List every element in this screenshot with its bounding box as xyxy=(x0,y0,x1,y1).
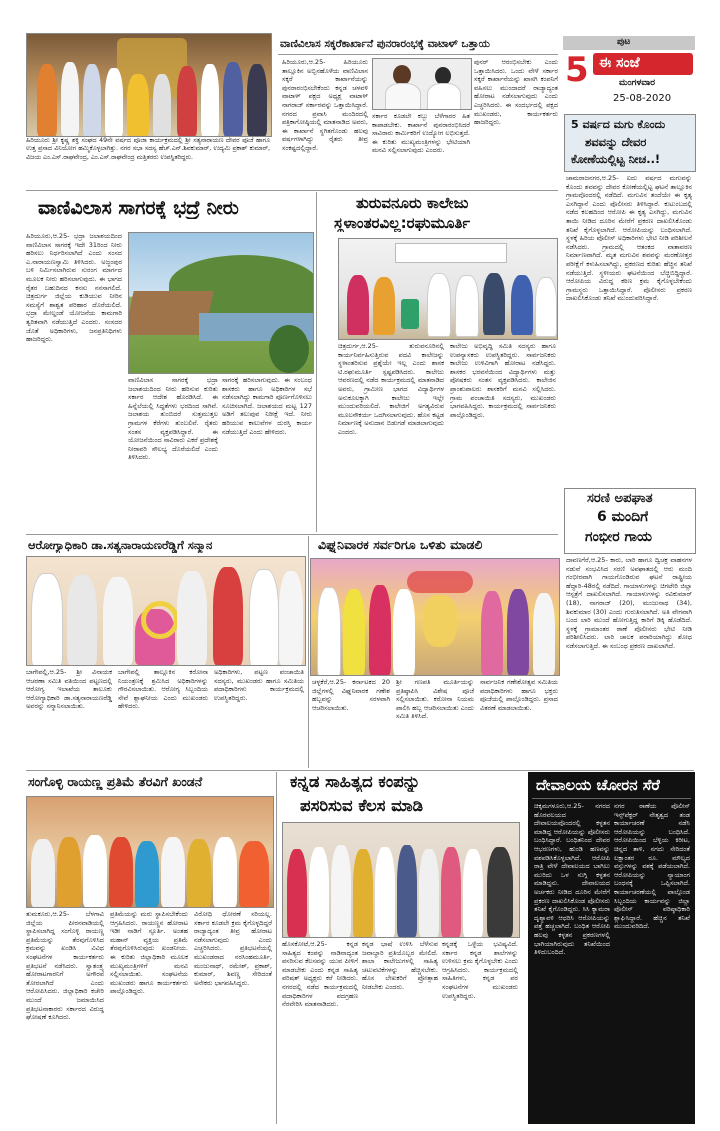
honour-col-2: ಬಾಗೇಪಲ್ಲಿ ತಾಲ್ಲೂಕಿನ ಕರೋನಾ ನಿಯಂತ್ರಣಕ್ಕೆ ಶ್ರಮಿಸಿದ ಅಧಿಕಾರಿಗಳನ್ನು ಗೌರವಿಸಲಾಯಿತು. ಆರೋಗ್ಯ ಸಿಬ್ಬಂದಿಯ ಸೇವೆ ಶ್ಲಾಘನೀಯ ಎಂದು ಮುಖಂಡರು ಹೇಳಿದರು. xyxy=(118,668,208,711)
water-below-col-2: ಸಾಗರಕ್ಕೆ ಹರಿಸಲಾಗುವುದು. ಈ ಸಂಬಂಧ ಶಾಸಕರು ಹಾಗೂ ಅಧಿಕಾರಿಗಳ ಸಭೆ ನಡೆಸಲಾಗಿದ್ದು ಕಾಮಗಾರಿ ಪೂರ್ಣಗೊಳಿಸಲು ಸೂಚಿಸಲಾಗಿದೆ. ಜಲಾಶಯದ ಮಟ್ಟ 127 ಅಡಿಗೆ ತಲುಪುವ ನಿರೀಕ್ಷೆ ಇದೆ. ನೀರು ಹರಿಯುವ ಕಾಲುವೆಗಳ ದುರಸ್ತಿ ಕಾರ್ಯ ನಡೆಯುತ್ತಿದೆ ಎಂದು ಹೇಳಿದರು. xyxy=(222,376,312,436)
honour-col-1: ಬಾಗೇಪಲ್ಲಿ,ಆ.25- ಶ್ರೀ ವಿನಾಯಕ ಆಚರಣಾ ಸಮಿತಿ ವತಿಯಿಂದ ಪಟ್ಟಣದಲ್ಲಿ ಆರೋಗ್ಯ ಇಲಾಖೆಯ ತಾಲೂಕು ಆರೋಗ್ಯಾಧಿಕಾರಿ ಡಾ.ಸತ್ಯನಾರಾಯಣರೆಡ್ಡಿ ಅವರನ್ನು ಸನ್ಮಾನಿಸಲಾಯಿತು. xyxy=(26,668,112,711)
person xyxy=(419,849,439,937)
rayanna-col-1: ತುಮಕೂರು,ಆ.25- ಬೆಳಗಾವಿ ಜಿಲ್ಲೆಯ ಪೀರನವಾಡಿಯಲ್ಲಿ ಸ್ಥಾಪಿಸಲಾಗಿದ್ದ ಸಂಗೊಳ್ಳಿ ರಾಯಣ್ಣ ಪ್ರತಿಮೆಯನ್ನು ತೆರವುಗೊಳಿಸಿದ ಕ್ರಮವನ್ನು ಖಂಡಿಸಿ ವಿವಿಧ ಸಂಘಟನೆಗಳ ಕಾರ್ಯಕರ್ತರು ಪ್ರತಿಭಟನೆ ನಡೆಸಿದರು. ಸ್ವಾತಂತ್ರ್ಯ ಹೋರಾಟಗಾರನಿಗೆ ಅಗೌರವ ತೋರಲಾಗಿದೆ ಎಂದು ಆರೋಪಿಸಿದರು. ಜಿಲ್ಲಾಧಿಕಾರಿ ಕಚೇರಿ ಮುಂದೆ ಜಮಾಯಿಸಿದ ಪ್ರತಿಭಟನಾಕಾರರು ಸರ್ಕಾರದ ವಿರುದ್ಧ ಘೋಷಣೆ ಕೂಗಿದರು. xyxy=(26,910,104,1022)
person xyxy=(533,593,555,675)
headline-water: ವಾಣಿವಿಲಾಸ ಸಾಗರಕ್ಕೆ ಭದ್ರೆ ನೀರು xyxy=(38,197,239,219)
person xyxy=(347,275,369,335)
headline-child-line1: 5 ವರ್ಷದ ಮಗು ಕೊಂದು xyxy=(571,118,666,131)
paper-name: ಈ ಸಂಜೆ xyxy=(599,55,640,71)
person xyxy=(385,83,421,110)
person xyxy=(511,275,533,335)
water-below-col-1: ವಾಣಿವಿಲಾಸ ಸಾಗರಕ್ಕೆ ಭದ್ರಾ ಜಲಾಶಯದಿಂದ ನೀರು ಹರಿಸುವ ಕುರಿತು ಸರ್ಕಾರ ಆದೇಶ ಹೊರಡಿಸಿದೆ. ಈ ಹಿನ್ನೆಲೆಯಲ್ಲಿ ಸಿದ್ಧತೆಗಳು ಭರದಿಂದ ಸಾಗಿವೆ. ಜಲಾಶಯ ತುಂಬಿದರೆ ಸುತ್ತಮುತ್ತಲ ಗ್ರಾಮಗಳ ಕೆರೆಗಳು ತುಂಬಲಿವೆ. ರೈತರು ಸಂತಸ ವ್ಯಕ್ತಪಡಿಸಿದ್ದಾರೆ. ಈ ಯೋಜನೆಯಿಂದ ಸಾವಿರಾರು ಎಕರೆ ಪ್ರದೇಶಕ್ಕೆ ನೀರಾವರಿ ಸೌಲಭ್ಯ ದೊರೆಯಲಿದೆ ಎಂದು ತಿಳಿಸಿದರು. xyxy=(128,376,218,462)
divider xyxy=(278,54,558,55)
photo-caption: ಹಿರಿಯೂರು ಶ್ರೀ ಕೃಷ್ಣ ಶಕ್ತಿ ಸಂಘದ 49ನೇ ವರ್ಷದ ಪೂಜಾ ಕಾರ್ಯಕ್ರಮದಲ್ಲಿ ಶ್ರೀ ಸತ್ಯನಾರಾಯಣ ದೇವರ ಪೂಜೆ ಹಾಗೂ ಉತ್ತ ಪ್ರಸಾದ ವಿನಿಯೋಗ ಹಮ್ಮಿಕೊಳ್ಳಲಾಗಿತ್ತು. ನಗರ ಸಭಾ ಸದಸ್ಯ ಹೆಚ್.ಎನ್.ಶಿವಕುಮಾರ್, ಉದ್ಯಮಿ ಪ್ರಕಾಶ್ ಕುಮಾರ್, ವಿಜಯ ಎಂ.ಎಸ್.ರಾಘವೇಂದ್ರ, ಎಂ.ಎಸ್.ರಾಘವೇಂದ್ರ ಮತ್ತಿತರರು ಉಪಸ್ಥಿತರಿದ್ದರು. xyxy=(26,137,270,161)
person xyxy=(393,589,415,675)
person xyxy=(177,571,207,665)
sugar-col-2: ಸರ್ಕಾರ ಕೂಡಲೇ ಕಬ್ಬು ಬೆಳೆಗಾರರ ಹಿತ ಕಾಪಾಡಬೇಕು. ಕಾರ್ಖಾನೆ ಪುನರಾರಂಭಿಸಿದರೆ ಸಾವಿರಾರು ಕಾರ್ಮಿಕರಿಗೆ ಉದ್ಯೋಗ ಲಭಿಸುತ್ತದೆ. ಈ ಕುರಿತು ಮುಖ್ಯಮಂತ್ರಿಗಳನ್ನು ಭೇಟಿಯಾಗಿ ಮನವಿ ಸಲ್ಲಿಸಲಾಗುವುದು ಎಂದರು. xyxy=(372,112,470,155)
literature-col-1: ಹೊಸಕೋಟೆ,ಆ.25- ಕನ್ನಡ ಸಾಹಿತ್ಯದ ಕಂಪನ್ನು ನಾಡಿನಾದ್ಯಂತ ಪಸರಿಸುವ ಕೆಲಸವನ್ನು ಯುವ ಪೀಳಿಗೆ ಮಾಡಬೇಕು ಎಂದು ಕನ್ನಡ ಸಾಹಿತ್ಯ ಪರಿಷತ್ ಅಧ್ಯಕ್ಷರು ಕರೆ ನೀಡಿದರು. ನಗರದಲ್ಲಿ ನಡೆದ ಕಾರ್ಯಕ್ರಮದಲ್ಲಿ ಪದಾಧಿಕಾರಿಗಳ ಪದಗ್ರಹಣ ನೆರವೇರಿಸಿ ಮಾತನಾಡಿದರು. xyxy=(282,940,358,1009)
person xyxy=(397,845,417,937)
ganesha-col-1: ಚಳ್ಳಕೆರೆ,ಆ.25- ಕರ್ನಾಟಕದ 20 ಜಿಲ್ಲೆಗಳಲ್ಲಿ ವಿಘ್ನನಿವಾರಕ ಗಣೇಶ ಹಬ್ಬವನ್ನು ಸರಳವಾಗಿ ಆಚರಿಸಲಾಯಿತು. xyxy=(312,678,390,712)
person xyxy=(353,849,373,937)
person xyxy=(287,849,307,937)
person xyxy=(279,571,303,665)
person xyxy=(239,841,269,907)
person xyxy=(369,585,391,675)
garland xyxy=(141,601,179,639)
literature-col-3: ಕನ್ನಡಕ್ಕೆ ಒಳ್ಳೆಯ ಭವಿಷ್ಯವಿದೆ. ಸರ್ಕಾರ ಕನ್ನಡ ಶಾಲೆಗಳನ್ನು ಉಳಿಸಲು ಕ್ರಮ ಕೈಗೊಳ್ಳಬೇಕು ಎಂದು ಆಗ್ರಹಿಸಿದರು. ಕಾರ್ಯಕ್ರಮದಲ್ಲಿ ಸಾಹಿತಿಗಳು, ಕನ್ನಡ ಪರ ಸಂಘಟನೆಗಳ ಮುಖಂಡರು ಉಪಸ್ಥಿತರಿದ್ದರು. xyxy=(442,940,518,1000)
page-label-bar xyxy=(563,36,695,50)
photo-honour xyxy=(26,556,306,666)
person xyxy=(463,849,483,937)
headline-literature-line2: ಪಸರಿಸುವ ಕೆಲಸ ಮಾಡಿ xyxy=(300,796,424,815)
photo-literature-event xyxy=(282,822,520,938)
person xyxy=(375,847,395,937)
person xyxy=(201,64,219,136)
sugar-col-3: ಪುನರ್ ಆರಂಭಿಸಬೇಕು ಎಂದು ಒತ್ತಾಯಿಸಿದರು. ಒಂದು ವೇಳೆ ಸರ್ಕಾರ ಸಕ್ಕರೆ ಕಾರ್ಖಾನೆಯನ್ನು ಖಾಸಗಿ ಕಂಪನಿಗೆ ವಹಿಸಲು ಮುಂದಾದರೆ ರಾಜ್ಯಾದ್ಯಂತ ಹೋರಾಟ ನಡೆಸಲಾಗುವುದು ಎಂದು ಎಚ್ಚರಿಸಿದರು. ಈ ಸಂದರ್ಭದಲ್ಲಿ ಪಕ್ಷದ ಮುಖಂಡರು, ಕಾರ್ಯಕರ್ತರು ಹಾಜರಿದ್ದರು. xyxy=(474,58,558,127)
group-photo-puja xyxy=(26,33,272,137)
person xyxy=(105,68,123,136)
divider xyxy=(26,770,694,771)
photo-reservoir xyxy=(128,232,314,374)
photo-rayanna-protest xyxy=(26,796,274,908)
person xyxy=(535,277,557,337)
divider xyxy=(308,536,309,768)
headline-temple-theft: ದೇವಾಲಯ ಚೋರನ ಸೆರೆ xyxy=(536,776,660,794)
ganesha-idol xyxy=(423,595,457,647)
person xyxy=(61,62,79,136)
person xyxy=(507,589,529,675)
date: 25-08-2020 xyxy=(613,93,672,104)
divider xyxy=(26,190,558,191)
sugar-col-1: ಹಿರಿಯೂರು,ಆ.25- ಹಿರಿಯೂರು ತಾಲ್ಲೂಕಿನ ಅಬ್ಬಿನಹೊಳೆಯ ವಾಣಿವಿಲಾಸ ಸಕ್ಕರೆ ಕಾರ್ಖಾನೆಯನ್ನು ಪುನರಾರಂಭಿಸಬೇಕೆಂದು ಕನ್ನಡ ಚಳವಳಿ ವಾಟಾಳ್ ಪಕ್ಷದ ಅಧ್ಯಕ್ಷ ವಾಟಾಳ್ ನಾಗರಾಜ್ ಸರ್ಕಾರವನ್ನು ಒತ್ತಾಯಿಸಿದ್ದಾರೆ. ನಗರದ ಪ್ರವಾಸಿ ಮಂದಿರದಲ್ಲಿ ಪತ್ರಿಕಾಗೋಷ್ಠಿಯಲ್ಲಿ ಮಾತನಾಡಿದ ಅವರು, ಈ ಕಾರ್ಖಾನೆ ಸ್ಥಗಿತಗೊಂಡು ಹಲವು ವರ್ಷಗಳಾಗಿದ್ದು ರೈತರು ತೀವ್ರ ಸಂಕಷ್ಟದಲ್ಲಿದ್ದಾರೆ. xyxy=(282,58,368,152)
masthead xyxy=(563,36,695,110)
person xyxy=(373,277,395,335)
divider xyxy=(316,192,317,532)
accident-body: ದಾವಣಗೆರೆ,ಆ.25- ಕಾರು, ಲಾರಿ ಹಾಗೂ ದ್ವಿಚಕ್ರ ವಾಹನಗಳ ನಡುವೆ ಸಂಭವಿಸಿದ ಸರಣಿ ಅಪಘಾತದಲ್ಲಿ ಆರು ಮಂದಿ ಗಂಭೀರವಾಗಿ ಗಾಯಗೊಂಡಿರುವ ಘಟನೆ ರಾಷ್ಟ್ರೀಯ ಹೆದ್ದಾರಿ-48ರಲ್ಲಿ ನಡೆದಿದೆ. ಗಾಯಾಳುಗಳನ್ನು ಚಿಗಟೇರಿ ಜಿಲ್ಲಾ ಆಸ್ಪತ್ರೆಗೆ ದಾಖಲಿಸಲಾಗಿದೆ. ಗಾಯಾಳುಗಳನ್ನು ರವಿಕುಮಾರ್ (18), ನಾಗರಾಜ್ (20), ಮಂಜುನಾಥ (34), ಶಿವಕುಮಾರ (30) ಎಂದು ಗುರುತಿಸಲಾಗಿದೆ. ಅತಿ ವೇಗವಾಗಿ ಬಂದ ಲಾರಿ ಮುಂದೆ ಹೋಗುತ್ತಿದ್ದ ಕಾರಿಗೆ ಡಿಕ್ಕಿ ಹೊಡೆದಿದೆ. ಸ್ಥಳಕ್ಕೆ ಗ್ರಾಮಾಂತರ ಠಾಣೆ ಪೊಲೀಸರು ಭೇಟಿ ನೀಡಿ ಪರಿಶೀಲಿಸಿದರು. ಲಾರಿ ಚಾಲಕ ಪರಾರಿಯಾಗಿದ್ದು ಶೋಧ ನಡೆಸಲಾಗುತ್ತಿದೆ. ಈ ಸಂಬಂಧ ಪ್ರಕರಣ ದಾಖಲಾಗಿದೆ. xyxy=(566,556,692,650)
college-col-1: ಚಿತ್ರದುರ್ಗ,ಆ.25- ತುರುವನೂರಿನಲ್ಲಿ ಕಾರ್ಯನಿರ್ವಹಿಸುತ್ತಿರುವ ಪದವಿ ಕಾಲೇಜನ್ನು ಸ್ಥಳಾಂತರಿಸುವ ಪ್ರಶ್ನೆಯೇ ಇಲ್ಲ ಎಂದು ಶಾಸಕ ಟಿ.ರಘುಮೂರ್ತಿ ಸ್ಪಷ್ಟಪಡಿಸಿದರು. ಕಾಲೇಜು ಆವರಣದಲ್ಲಿ ನಡೆದ ಕಾರ್ಯಕ್ರಮದಲ್ಲಿ ಮಾತನಾಡಿದ ಅವರು, ಗ್ರಾಮೀಣ ಭಾಗದ ವಿದ್ಯಾರ್ಥಿಗಳ ಅನುಕೂಲಕ್ಕಾಗಿ ಕಾಲೇಜು ಇಲ್ಲೇ ಮುಂದುವರಿಯಲಿದೆ. ಕಾಲೇಜಿಗೆ ಅಗತ್ಯವಿರುವ ಮೂಲಸೌಕರ್ಯ ಒದಗಿಸಲಾಗುವುದು. ಹೊಸ ಕಟ್ಟಡ ನಿರ್ಮಾಣಕ್ಕೆ ಅನುದಾನ ಬಿಡುಗಡೆ ಮಾಡಲಾಗುವುದು ಎಂದರು. xyxy=(338,342,444,436)
person xyxy=(127,74,149,136)
person xyxy=(177,66,197,136)
person xyxy=(223,62,243,136)
ganesha-col-3: ಸಾರ್ವಜನಿಕ ಗಣೇಶೋತ್ಸವ ಸಮಿತಿಯ ಪದಾಧಿಕಾರಿಗಳು ಹಾಗೂ ಭಕ್ತರು ಪೂಜೆಯಲ್ಲಿ ಪಾಲ್ಗೊಂಡಿದ್ದರು. ಪ್ರಸಾದ ವಿತರಣೆ ಮಾಡಲಾಯಿತು. xyxy=(480,678,558,712)
person xyxy=(213,837,237,907)
ganesha-col-2: ಶ್ರೀ ಗಣಪತಿ ಮೂರ್ತಿಯನ್ನು ಪ್ರತಿಷ್ಠಾಪಿಸಿ ವಿಶೇಷ ಪೂಜೆ ಸಲ್ಲಿಸಲಾಯಿತು. ಕರೋನಾ ನಿಯಮ ಪಾಲಿಸಿ ಹಬ್ಬ ಆಚರಿಸಲಾಯಿತು ಎಂದು ಸಮಿತಿ ತಿಳಿಸಿದೆ. xyxy=(396,678,474,721)
college-col-2: ಕಾಲೇಜು ಅಭಿವೃದ್ಧಿ ಸಮಿತಿ ಸದಸ್ಯರು ಹಾಗೂ ಉಪನ್ಯಾಸಕರು ಉಪಸ್ಥಿತರಿದ್ದರು. ಸಾರ್ವಜನಿಕರು ಕಾಲೇಜು ಉಳಿವಿಗಾಗಿ ಹೋರಾಟ ನಡೆಸಿದ್ದರು. ಶಾಸಕರ ಭರವಸೆಯಿಂದ ವಿದ್ಯಾರ್ಥಿಗಳು ಮತ್ತು ಪೋಷಕರು ಸಂತಸ ವ್ಯಕ್ತಪಡಿಸಿದರು. ಕಾಲೇಜಿನ ಪ್ರಾಂಶುಪಾಲರು ಶಾಸಕರಿಗೆ ಮನವಿ ಸಲ್ಲಿಸಿದರು. ಗ್ರಾಮ ಪಂಚಾಯಿತಿ ಸದಸ್ಯರು, ಮುಖಂಡರು ಭಾಗವಹಿಸಿದ್ದರು. ಕಾರ್ಯಕ್ರಮದಲ್ಲಿ ಸಾರ್ವಜನಿಕರು ಪಾಲ್ಗೊಂಡಿದ್ದರು. xyxy=(450,342,556,419)
person xyxy=(31,573,63,666)
photo-ganesha xyxy=(310,558,560,676)
person xyxy=(135,841,159,907)
paper-name-logo xyxy=(593,53,693,75)
person xyxy=(83,64,101,136)
person xyxy=(309,847,329,937)
chair xyxy=(401,299,419,329)
temple-col-2: ನಗರ ಠಾಣೆಯ ಪೊಲೀಸ್ ಇನ್ಸ್‌ಪೆಕ್ಟರ್ ನೇತೃತ್ವದ ತಂಡ ಕಾರ್ಯಾಚರಣೆ ನಡೆಸಿ ಆರೋಪಿಯನ್ನು ಬಂಧಿಸಿದೆ. ಆರೋಪಿಯಿಂದ ಬೆಳ್ಳಿಯ ಕಿರೀಟ, ಚಿನ್ನದ ತಾಳಿ, ನಗದು ಸೇರಿದಂತೆ ಲಕ್ಷಾಂತರ ರೂ. ಮೌಲ್ಯದ ವಸ್ತುಗಳನ್ನು ವಶಕ್ಕೆ ಪಡೆಯಲಾಗಿದೆ. ಆರೋಪಿಯನ್ನು ನ್ಯಾಯಾಂಗ ಬಂಧನಕ್ಕೆ ಒಪ್ಪಿಸಲಾಗಿದೆ. ಕಾರ್ಯಾಚರಣೆಯಲ್ಲಿ ಪಾಲ್ಗೊಂಡ ಸಿಬ್ಬಂದಿಯ ಕಾರ್ಯವನ್ನು ಜಿಲ್ಲಾ ಪೊಲೀಸ್ ವರಿಷ್ಠಾಧಿಕಾರಿ ಶ್ಲಾಘಿಸಿದ್ದಾರೆ. ಹೆಚ್ಚಿನ ತನಿಖೆ ಮುಂದುವರಿದಿದೆ. xyxy=(614,802,690,931)
person xyxy=(83,835,107,907)
headline-child-line2: ಶವವನ್ನು ದೇವರ xyxy=(585,135,647,149)
headline-rayanna: ಸಂಗೊಳ್ಳಿ ರಾಯಣ್ಣ ಪ್ರತಿಮೆ ತೆರವಿಗೆ ಖಂಡನೆ xyxy=(28,774,203,789)
person xyxy=(213,567,243,665)
tree xyxy=(269,325,309,373)
literature-col-2: ಕನ್ನಡ ಭಾಷೆ ಉಳಿಸಿ ಬೆಳೆಸುವ ಜವಾಬ್ದಾರಿ ಪ್ರತಿಯೊಬ್ಬರ ಮೇಲಿದೆ. ಶಾಲಾ ಕಾಲೇಜುಗಳಲ್ಲಿ ಸಾಹಿತ್ಯ ಚಟುವಟಿಕೆಗಳನ್ನು ಹೆಚ್ಚಿಸಬೇಕು. ಹೊಸ ಲೇಖಕರಿಗೆ ಪ್ರೋತ್ಸಾಹ ನೀಡಬೇಕು ಎಂದರು. xyxy=(362,940,438,991)
headline-college-line1: ತುರುವನೂರು ಕಾಲೇಜು xyxy=(356,194,469,212)
page-number: 5 xyxy=(565,50,589,90)
box-accident xyxy=(564,488,696,554)
person xyxy=(109,837,133,907)
person xyxy=(481,591,503,675)
person xyxy=(103,577,133,665)
person xyxy=(455,275,479,337)
person-head xyxy=(393,65,411,85)
person xyxy=(57,837,81,907)
headline-child-line3: ಕೋಣೆಯಲ್ಲಿಟ್ಟ ನೀಚ..! xyxy=(571,152,661,166)
person xyxy=(187,839,211,907)
headline-sugar-factory: ವಾಣಿವಿಲಾಸ ಸಕ್ಕರೆಕಾರ್ಖಾನೆ ಪುನರಾರಂಭಕ್ಕೆ ವಾಟಾಳ್ ಒತ್ತಾಯ xyxy=(280,38,490,50)
box-child-murder xyxy=(564,114,696,172)
person xyxy=(427,273,451,337)
person xyxy=(247,64,267,136)
person xyxy=(483,273,505,335)
person xyxy=(487,847,513,937)
headline-accident-line3: ಗಂಭೀರ ಗಾಯ xyxy=(585,529,653,545)
person xyxy=(343,589,365,675)
weekday: ಮಂಗಳವಾರ xyxy=(619,78,656,88)
photo-vatal-nagaraj xyxy=(372,58,472,110)
person xyxy=(441,847,461,937)
person xyxy=(249,569,279,666)
person xyxy=(153,74,171,136)
divider xyxy=(532,798,691,799)
divider xyxy=(276,772,277,1124)
page-label: ಪುಟ xyxy=(617,37,631,47)
water-left-col: ಹಿರಿಯೂರು,ಆ.25- ಭದ್ರಾ ಜಲಾಶಯದಿಂದ ವಾಣಿವಿಲಾಸ ಸಾಗರಕ್ಕೆ ಇದೇ 31ರಿಂದ ನೀರು ಹರಿಸಲು ನಿರ್ಧರಿಸಲಾಗಿದೆ ಎಂದು ಸಂಸದ ಎ.ನಾರಾಯಣಸ್ವಾಮಿ ತಿಳಿಸಿದರು. ಅಜ್ಜಂಪುರ ಬಳಿ ನಿರ್ಮಿಸಲಾಗಿರುವ ಸುರಂಗ ಮಾರ್ಗದ ಮೂಲಕ ನೀರು ಹರಿಸಲಾಗುವುದು. ಈ ಭಾಗದ ರೈತರ ಬಹುದಿನದ ಕನಸು ನನಸಾಗಲಿದೆ. ಚಿತ್ರದುರ್ಗ ಜಿಲ್ಲೆಯ ಕುಡಿಯುವ ನೀರಿನ ಸಮಸ್ಯೆಗೆ ಶಾಶ್ವತ ಪರಿಹಾರ ದೊರೆಯಲಿದೆ. ಭದ್ರಾ ಮೇಲ್ದಂಡೆ ಯೋಜನೆಯ ಕಾಮಗಾರಿ ತ್ವರಿತವಾಗಿ ನಡೆಯುತ್ತಿದೆ ಎಂದರು. ಸಂಸದರ ಜೊತೆ ಅಧಿಕಾರಿಗಳು, ಜನಪ್ರತಿನಿಧಿಗಳು ಹಾಜರಿದ್ದರು. xyxy=(26,232,122,344)
rayanna-col-2: ಪ್ರತಿಮೆಯನ್ನು ಮರು ಸ್ಥಾಪಿಸಬೇಕೆಂದು ಆಗ್ರಹಿಸಿದರು. ರಾಯಣ್ಣನ ಹೋರಾಟ ಇಡೀ ನಾಡಿಗೆ ಸ್ಫೂರ್ತಿ. ಅಂತಹ ಮಹಾನ್ ವ್ಯಕ್ತಿಯ ಪ್ರತಿಮೆ ತೆರವುಗೊಳಿಸಿರುವುದು ಖಂಡನೀಯ. ಈ ಕುರಿತು ಜಿಲ್ಲಾಧಿಕಾರಿ ಮೂಲಕ ಮುಖ್ಯಮಂತ್ರಿಗಳಿಗೆ ಮನವಿ ಸಲ್ಲಿಸಲಾಯಿತು. ಸಂಘಟನೆಯ ಮುಖಂಡರು ಹಾಗೂ ಕಾರ್ಯಕರ್ತರು ಪಾಲ್ಗೊಂಡಿದ್ದರು. xyxy=(110,910,188,996)
temple-col-1: ಚಿಕ್ಕಮಗಳೂರು,ಆ.25- ನಗರದ ಹೊರವಲಯದ ದೇವಾಲಯವೊಂದರಲ್ಲಿ ಕಳ್ಳತನ ಮಾಡಿದ್ದ ಆರೋಪಿಯನ್ನು ಪೊಲೀಸರು ಬಂಧಿಸಿದ್ದಾರೆ. ಬಂಧಿತನಿಂದ ದೇವರ ಆಭರಣಗಳು, ಹುಂಡಿ ಹಣವನ್ನು ವಶಪಡಿಸಿಕೊಳ್ಳಲಾಗಿದೆ. ಆರೋಪಿ ರಾತ್ರಿ ವೇಳೆ ದೇವಾಲಯದ ಬಾಗಿಲು ಮುರಿದು ಒಳ ನುಗ್ಗಿ ಕಳ್ಳತನ ಮಾಡಿದ್ದನು. ದೇವಾಲಯದ ಅರ್ಚಕರು ನೀಡಿದ ದೂರಿನ ಮೇರೆಗೆ ಪ್ರಕರಣ ದಾಖಲಿಸಿಕೊಂಡ ಪೊಲೀಸರು ತನಿಖೆ ಕೈಗೊಂಡಿದ್ದರು. ಸಿಸಿ ಕ್ಯಾಮರಾ ದೃಶ್ಯಾವಳಿ ಆಧರಿಸಿ ಆರೋಪಿಯನ್ನು ಪತ್ತೆ ಹಚ್ಚಲಾಗಿದೆ. ಬಂಧಿತ ಆರೋಪಿ ಹಲವು ಕಳ್ಳತನ ಪ್ರಕರಣಗಳಲ್ಲಿ ಭಾಗಿಯಾಗಿರುವುದು ತನಿಖೆಯಿಂದ ತಿಳಿದುಬಂದಿದೆ. xyxy=(534,802,610,957)
rayanna-col-3: ವಿರೋಧಿ ಧೋರಣೆ ಸರಿಯಲ್ಲ. ಸರ್ಕಾರ ಕೂಡಲೇ ಕ್ರಮ ಕೈಗೊಳ್ಳದಿದ್ದರೆ ರಾಜ್ಯಾದ್ಯಂತ ತೀವ್ರ ಹೋರಾಟ ನಡೆಸಲಾಗುವುದು ಎಂದು ಎಚ್ಚರಿಸಿದರು. ಪ್ರತಿಭಟನೆಯಲ್ಲಿ ಮುಖಂಡರಾದ ನರಸಿಂಹಮೂರ್ತಿ, ಮಂಜುನಾಥ್, ರಮೇಶ್, ಪ್ರಕಾಶ್, ಕುಮಾರ್, ಶಿವಣ್ಣ ಸೇರಿದಂತೆ ಅನೇಕರು ಭಾಗವಹಿಸಿದ್ದರು. xyxy=(194,910,272,987)
headline-college-line2: ಸ್ಥಳಾಂತರವಿಲ್ಲ:ರಘುಮೂರ್ತಿ xyxy=(334,214,471,232)
headline-literature-line1: ಕನ್ನಡ ಸಾಹಿತ್ಯದ ಕಂಪನ್ನು xyxy=(290,772,421,791)
person xyxy=(31,839,55,907)
headline-ganesha: ವಿಘ್ನನಿವಾರಕ ಸರ್ವರಿಗೂ ಒಳಿತು ಮಾಡಲಿ xyxy=(318,537,483,552)
person xyxy=(37,64,57,136)
person xyxy=(317,587,341,676)
banner xyxy=(395,243,507,263)
headline-accident-line2: 6 ಮಂದಿಗೆ xyxy=(597,509,649,525)
flower-decoration xyxy=(407,571,473,593)
person xyxy=(161,837,185,907)
photo-college-event xyxy=(338,238,558,340)
box-temple-theft xyxy=(528,772,695,1124)
person xyxy=(331,845,351,937)
divider xyxy=(26,534,558,535)
person xyxy=(427,83,461,110)
headline-honour: ಆರೋಗ್ಯಾಧಿಕಾರಿ ಡಾ.ಸತ್ಯನಾರಾಯಣರೆಡ್ಡಿಗೆ ಸನ್ಮಾನ xyxy=(28,538,213,552)
child-story-body: ಚಾಮರಾಜನಗರ,ಆ.25- ಐದು ವರ್ಷದ ಮಗುವನ್ನು ಕೊಂದು ಶವವನ್ನು ದೇವರ ಕೋಣೆಯಲ್ಲಿಟ್ಟ ಘಟನೆ ತಾಲ್ಲೂಕಿನ ಗ್ರಾಮವೊಂದರಲ್ಲಿ ನಡೆದಿದೆ. ಮಗುವಿನ ತಂದೆಯೇ ಈ ಕೃತ್ಯ ಎಸಗಿದ್ದಾನೆ ಎಂದು ಪೊಲೀಸರು ತಿಳಿಸಿದ್ದಾರೆ. ಕುಟುಂಬದಲ್ಲಿ ನಡೆದ ಕಲಹದಿಂದ ಆರೋಪಿ ಈ ಕೃತ್ಯ ಎಸಗಿದ್ದು, ಮಗುವಿನ ತಾಯಿ ನೀಡಿದ ದೂರಿನ ಮೇರೆಗೆ ಪ್ರಕರಣ ದಾಖಲಿಸಿಕೊಂಡು ತನಿಖೆ ಕೈಗೊಳ್ಳಲಾಗಿದೆ. ಆರೋಪಿಯನ್ನು ಬಂಧಿಸಲಾಗಿದೆ. ಸ್ಥಳಕ್ಕೆ ಹಿರಿಯ ಪೊಲೀಸ್ ಅಧಿಕಾರಿಗಳು ಭೇಟಿ ನೀಡಿ ಪರಿಶೀಲನೆ ನಡೆಸಿದರು. ಗ್ರಾಮದಲ್ಲಿ ಆತಂಕದ ವಾತಾವರಣ ನಿರ್ಮಾಣವಾಗಿದೆ. ಮೃತ ಮಗುವಿನ ಶವವನ್ನು ಮರಣೋತ್ತರ ಪರೀಕ್ಷೆಗೆ ಕಳುಹಿಸಲಾಗಿದ್ದು, ಪ್ರಕರಣದ ಕುರಿತು ಹೆಚ್ಚಿನ ತನಿಖೆ ನಡೆಯುತ್ತಿದೆ. ಸ್ಥಳೀಯರು ಘಟನೆಯಿಂದ ಬೆಚ್ಚಿಬಿದ್ದಿದ್ದಾರೆ. ಆರೋಪಿಯ ವಿರುದ್ಧ ಕಠಿಣ ಕ್ರಮ ಕೈಗೊಳ್ಳಬೇಕೆಂದು ಗ್ರಾಮಸ್ಥರು ಒತ್ತಾಯಿಸಿದ್ದಾರೆ. ಪೊಲೀಸರು ಪ್ರಕರಣ ದಾಖಲಿಸಿಕೊಂಡು ತನಿಖೆ ಮುಂದುವರಿಸಿದ್ದಾರೆ. xyxy=(566,174,692,303)
honour-col-3: ಅಧಿಕಾರಿಗಳು, ಪಟ್ಟಣ ಪಂಚಾಯಿತಿ ಸದಸ್ಯರು, ಮುಖಂಡರು ಹಾಗೂ ಸಮಿತಿಯ ಪದಾಧಿಕಾರಿಗಳು ಕಾರ್ಯಕ್ರಮದಲ್ಲಿ ಉಪಸ್ಥಿತರಿದ್ದರು. xyxy=(214,668,304,702)
person xyxy=(67,575,97,665)
headline-accident-line1: ಸರಣಿ ಅಪಘಾತ xyxy=(587,491,653,506)
